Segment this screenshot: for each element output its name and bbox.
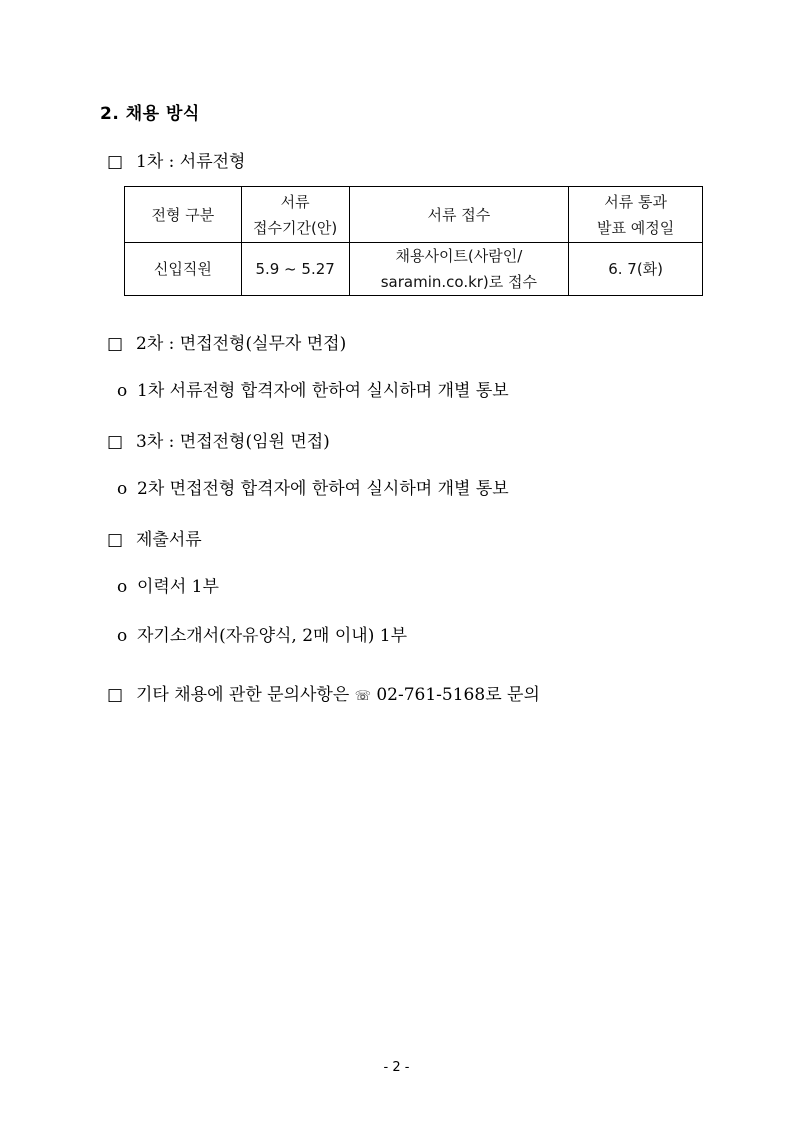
circle-bullet-icon: o: [117, 479, 128, 499]
documents-heading: [107, 529, 202, 551]
phone-icon: ☏: [354, 689, 371, 704]
stage2-text: 2차 : 면접전형(실무자 면접): [136, 334, 347, 354]
circle-bullet-icon: o: [117, 626, 128, 646]
stage3-note: [117, 478, 509, 500]
header-cell-announcement: 서류 통과 발표 예정일: [569, 187, 703, 243]
stage2-note: [117, 380, 509, 402]
page-number: - 2 -: [383, 1060, 410, 1075]
cell-submission: 채용사이트(사람인/ saramin.co.kr)로 접수: [349, 243, 569, 296]
checkbox-bullet-icon: □: [107, 432, 124, 452]
circle-bullet-icon: o: [117, 577, 128, 597]
stage3-note-text: 2차 면접전형 합격자에 한하여 실시하며 개별 통보: [137, 479, 509, 499]
checkbox-bullet-icon: □: [107, 530, 124, 550]
header-cell-type: 전형 구분: [125, 187, 242, 243]
table-row: [125, 243, 703, 296]
list-item: [117, 576, 219, 598]
checkbox-bullet-icon: □: [107, 152, 124, 172]
header-cell-period: 서류 접수기간(안): [241, 187, 349, 243]
contact-text: 기타 채용에 관한 문의사항은: [136, 685, 350, 705]
documents-title: 제출서류: [136, 530, 202, 550]
stage1-heading: [107, 151, 245, 173]
table-header-row: [125, 187, 703, 243]
document-item-resume: 이력서 1부: [137, 577, 219, 597]
circle-bullet-icon: o: [117, 381, 128, 401]
document-item-cover-letter: 자기소개서(자유양식, 2매 이내) 1부: [137, 626, 407, 646]
stage1-text: 1차 : 서류전형: [136, 152, 246, 172]
cell-period: 5.9 ~ 5.27: [241, 243, 349, 296]
cell-announcement: 6. 7(화): [569, 243, 703, 296]
stage3-heading: [107, 431, 330, 453]
contact-line: [107, 684, 540, 708]
checkbox-bullet-icon: □: [107, 334, 124, 354]
cell-type: 신입직원: [125, 243, 242, 296]
stage2-heading: [107, 333, 346, 355]
recruitment-table: [124, 186, 703, 296]
contact-phone: 02-761-5168: [376, 685, 486, 705]
stage3-text: 3차 : 면접전형(임원 면접): [136, 432, 330, 452]
contact-text-after: 로 문의: [485, 685, 540, 705]
section-title: 2. 채용 방식: [100, 104, 200, 124]
checkbox-bullet-icon: □: [107, 685, 124, 705]
header-cell-submission: 서류 접수: [349, 187, 569, 243]
list-item: [117, 625, 407, 647]
stage2-note-text: 1차 서류전형 합격자에 한하여 실시하며 개별 통보: [137, 381, 509, 401]
